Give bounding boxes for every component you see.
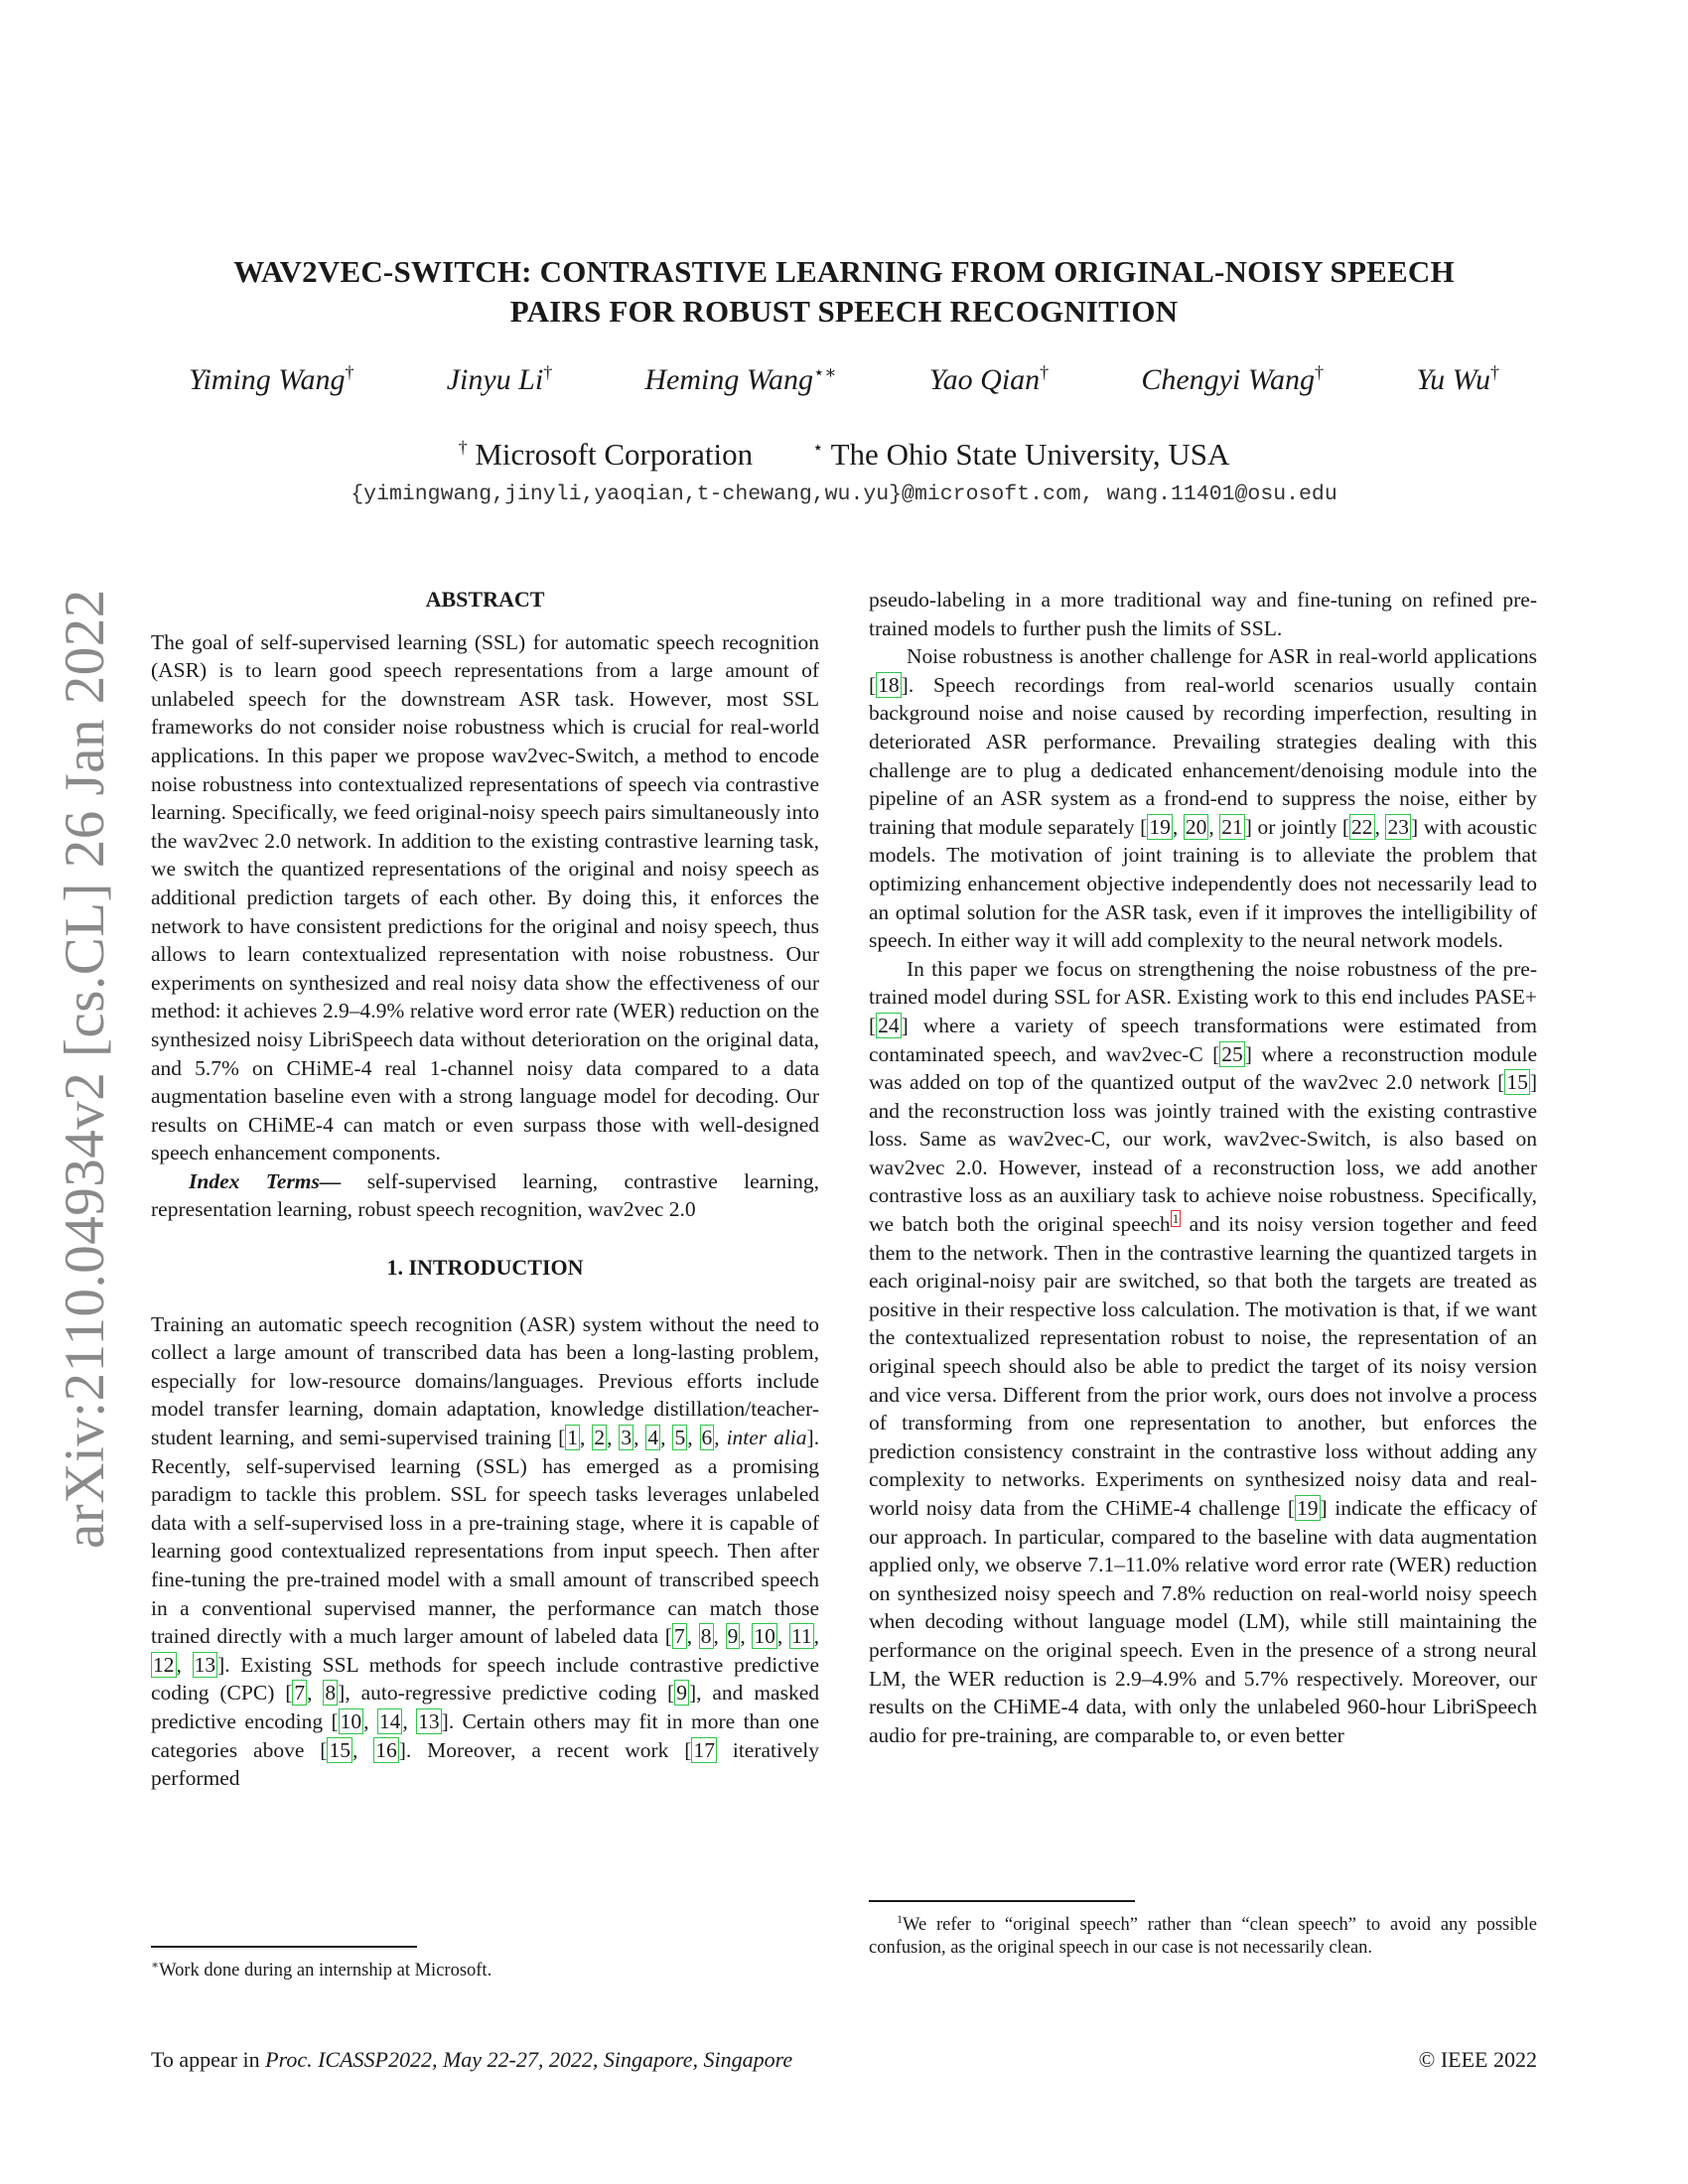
- citation[interactable]: 24: [878, 1013, 900, 1037]
- citation[interactable]: 19: [1297, 1496, 1319, 1520]
- right-column: [869, 586, 1537, 1749]
- intro-paragraph-3: In this paper we focus on strengthening the noise robustness of the pre-trained model during SSL for ASR. Existing work to this end includes PASE+ [24] where a variety of speech transformations were estimated from contaminated speech, and wav2vec-C [25] where a reconstruction module was added on top of the quantized output of the wav2vec 2.0 network [15] and the reconstruction loss was jointly trained with the existing contrastive loss. Same as wav2vec-C, our work, wav2vec-Switch, is also based on wav2vec 2.0. However, instead of a reconstruction loss, we add another contrastive loss as an auxiliary task to achieve noise robustness. Specifically, we batch both the original speech $^1$ and its noisy version together and feed them to the network. Then in the contrastive learning the quantized targets in each original-noisy pair are switched, so that both the targets are treated as positive in their respective loss calculation. The motivation is that, if we want the contextualized representation robust to noise, the representation of an original speech should also be able to predict the target of its noisy version and vice versa. Different from the prior work, ours does not involve a process of transforming from one representation to another, but enforces the prediction consistency constraint in the contrastive loss without adding any complexity to networks. Experiments on synthesized noisy data and real-world noisy data from the CHiME-4 challenge [19] indicate the efficacy of our approach. In particular, compared to the baseline with data augmentation applied only, we observe 7.1–11.0% relative word error rate (WER) reduction on synthesized noisy speech and 7.8% reduction on real-world noisy speech when decoding without language model (LM), while still maintaining the performance on the original speech. Even in the presence of a strong neural LM, the WER reduction is 2.9–4.9% and 5.7% respectively. Moreover, our results on the CHiME-4 data, with only the unlabeled 960-hour LibriSpeech audio for pre-training, are comparable to, or even better: [869, 956, 1537, 1747]
- citation[interactable]: 21: [1221, 814, 1243, 839]
- citation[interactable]: 1: [567, 1426, 579, 1450]
- citation[interactable]: 9: [727, 1624, 739, 1649]
- left-column: [151, 586, 819, 1793]
- author-emails: {yimingwang,jinyli,yaoqian,t-chewang,wu.yu}@microsoft.com, wang.11401@osu.edu: [351, 482, 1337, 506]
- citation[interactable]: 22: [1351, 814, 1373, 839]
- author-list: [149, 362, 1539, 397]
- citation[interactable]: 20: [1185, 814, 1207, 839]
- citation[interactable]: 15: [1506, 1070, 1528, 1095]
- abstract-body: The goal of self-supervised learning (SSL) for automatic speech recognition (ASR) is to learn good speech representations from a large amount of unlabeled speech for the downstream ASR task. However, most SSL frameworks do not consider noise robustness which is crucial for real-world applications. In this paper we propose wav2vec-Switch, a method to encode noise robustness into contextualized representations of speech via contrastive learning. Specifically, we feed original-noisy speech pairs simultaneously into the wav2vec 2.0 network. In addition to the existing contrastive learning task, we switch the quantized representations of the original and noisy speech as additional prediction targets of each other. By doing this, it enforces the network to have consistent predictions for the original and noisy speech, thus allows to learn contextualized representation with noise robustness. Our experiments on synthesized and real noisy data show the effectiveness of our method: it achieves 2.9–4.9% relative word error rate (WER) reduction on the synthesized noisy LibriSpeech data without deterioration on the original data, and 5.7% on CHiME-4 real 1-channel noisy data compared to a data augmentation baseline even with a strong language model for decoding. Our results on CHiME-4 can match or even surpass those with well-designed speech enhancement components.: [151, 629, 819, 1165]
- affiliation-osu: The Ohio State University, USA: [830, 437, 1230, 472]
- author: Yao Qian†: [928, 362, 1050, 396]
- citation[interactable]: 8: [700, 1624, 712, 1649]
- citation[interactable]: 5: [674, 1426, 686, 1450]
- citation[interactable]: 2: [594, 1426, 606, 1450]
- citation[interactable]: 15: [329, 1737, 351, 1762]
- copyright: © IEEE 2022: [1418, 2047, 1537, 2072]
- citation[interactable]: 13: [194, 1652, 216, 1677]
- citation[interactable]: 25: [1221, 1041, 1243, 1066]
- citation[interactable]: 4: [647, 1426, 659, 1450]
- author: Yu Wu†: [1416, 362, 1499, 396]
- footnote-rule-right: [869, 1900, 1135, 1902]
- title-line-1: WAV2VEC-SWITCH: CONTRASTIVE LEARNING FROM ORIGINAL-NOISY SPEECH: [233, 254, 1455, 289]
- title-line-2: PAIRS FOR ROBUST SPEECH RECOGNITION: [509, 294, 1179, 329]
- footnote-ref[interactable]: 1: [1172, 1210, 1180, 1226]
- citation[interactable]: 12: [153, 1652, 175, 1677]
- affiliations: † Microsoft Corporation ⋆ The Ohio State University, USA: [458, 437, 1230, 472]
- citation[interactable]: 7: [673, 1624, 685, 1649]
- citation[interactable]: 6: [701, 1426, 713, 1450]
- citation[interactable]: 18: [878, 672, 900, 697]
- footnote-right: $^1$We refer to “original speech” rather than “clean speech” to avoid any possible confusion, as the original speech in our case is not necessarily clean.: [869, 1912, 1537, 1959]
- index-terms: Index Terms— self-supervised learning, contrastive learning, representation learning, robust speech recognition, wav2vec 2.0: [151, 1168, 819, 1222]
- citation[interactable]: 9: [676, 1681, 687, 1706]
- citation[interactable]: 7: [294, 1681, 306, 1706]
- paper-title: [149, 252, 1539, 332]
- author: Jinyu Li†: [446, 362, 553, 396]
- citation[interactable]: 17: [693, 1737, 715, 1762]
- author: Heming Wang⋆∗: [644, 362, 837, 396]
- citation[interactable]: 19: [1149, 814, 1171, 839]
- author: Yiming Wang†: [189, 362, 354, 396]
- intro-paragraph-1: Training an automatic speech recognition (ASR) system without the need to collect a large amount of transcribed data has been a long-lasting problem, especially for low-resource domains/languages. Previous efforts include model transfer learning, domain adaptation, knowledge distillation/teacher-student learning, and semi-supervised training [1, 2, 3, 4, 5, 6, inter alia]. Recently, self-supervised learning (SSL) has emerged as a promising paradigm to tackle this problem. SSL for speech tasks leverages unlabeled data with a self-supervised loss in a pre-training stage, where it is capable of learning good contextualized representations from input speech. Then after fine-tuning the pre-trained model with a small amount of transcribed speech in a conventional supervised manner, the performance can match those trained directly with a much larger amount of labeled data [7, 8, 9, 10, 11, 12, 13]. Existing SSL methods for speech include contrastive predictive coding (CPC) [7, 8], auto-regressive predictive coding [9], and masked predictive encoding [10, 14, 13]. Certain others may fit in more than one categories above [15, 16]. Moreover, a recent work [17 iteratively performed: [151, 1311, 820, 1791]
- intro-heading: 1. INTRODUCTION: [386, 1255, 584, 1281]
- venue-note: To appear in Proc. ICASSP2022, May 22-27, 2022, Singapore, Singapore: [151, 2047, 793, 2072]
- citation[interactable]: 23: [1387, 814, 1409, 839]
- citation[interactable]: 11: [790, 1624, 812, 1649]
- citation[interactable]: 14: [378, 1708, 401, 1733]
- citation[interactable]: 3: [621, 1426, 633, 1450]
- affiliation-microsoft: Microsoft Corporation: [475, 437, 754, 472]
- citation[interactable]: 10: [754, 1624, 775, 1649]
- author: Chengyi Wang†: [1141, 362, 1325, 396]
- citation[interactable]: 13: [418, 1708, 440, 1733]
- intro-paragraph-2: Noise robustness is another challenge for ASR in real-world applications [18]. Speech recordings from real-world scenarios usually contain background noise and noise caused by recording imperfection, resulting in deteriorated ASR performance. Prevailing strategies dealing with this challenge are to plug a dedicated enhancement/denoising module into the pipeline of an ASR system as a frond-end to suppress the noise, either by training that module separately [19, 20, 21] or jointly [22, 23] with acoustic models. The motivation of joint training is to alleviate the problem that optimizing enhancement objective independently does not necessarily lead to an optimal solution for the ASR task, even if it improves the intelligibility of speech. In either way it will add complexity to the neural network models.: [869, 644, 1538, 953]
- split-text: iteratively performed: [151, 1737, 820, 1791]
- citation[interactable]: 10: [340, 1708, 362, 1733]
- citation[interactable]: 8: [325, 1681, 337, 1706]
- arxiv-stamp: arXiv:2110.04934v2 [cs.CL] 26 Jan 2022: [54, 589, 116, 1549]
- footnote-rule-left: [151, 1946, 417, 1948]
- intro-paragraph-1-continued: pseudo-labeling in a more traditional way and fine-tuning on refined pre-trained models to further push the limits of SSL.: [869, 588, 1537, 640]
- citation[interactable]: 16: [375, 1737, 397, 1762]
- page-footer: [151, 2047, 1537, 2073]
- footnote-left: ∗Work done during an internship at Microsoft.: [151, 1958, 492, 1981]
- abstract-heading: ABSTRACT: [425, 587, 545, 612]
